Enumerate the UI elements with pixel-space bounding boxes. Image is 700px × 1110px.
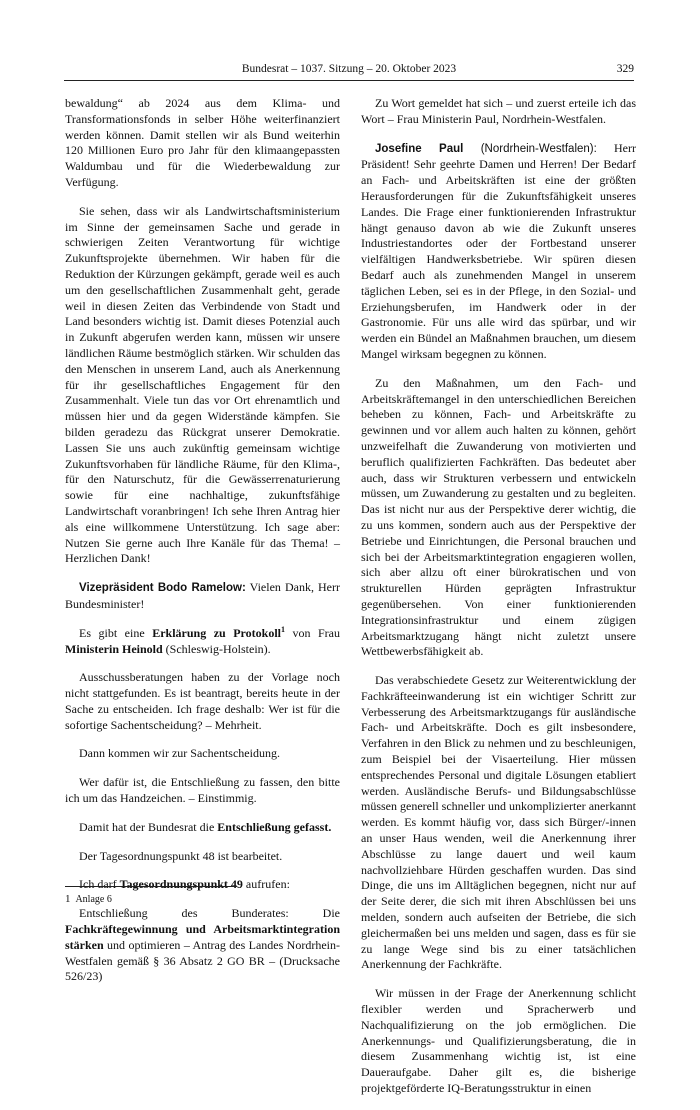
footnote-number: 1 (65, 893, 71, 905)
paragraph: Zu den Maßnahmen, um den Fach- und Arbeitskräftemangel in den unterschiedlichen Bereichen beheben zu können, Fach- und Arbeitskräfte zu gewinnen und vor allem auch halten zu können, gehört unzweifelhaft die Zuwanderung von motivierten und beruflich qualifizierten Fachkräften. Das bedeutet aber auch, dass wir Strukturen verbessern und entwickeln müssen, um Zuwanderung zu gestalten und zu begleiten. Das ist nicht nur aus der Perspektive derer wichtig, die zu uns kommen, sondern auch aus der Perspektive der Betriebe und Einrichtungen, die Personal brauchen und sich bei der Arbeitsmarktintegration engagieren wollen, sich aber allzu oft einer bürokratischen und von strukturellen Hürden geprägten Infrastruktur gegenübersehen. Von einer funktionierenden Integrationsinfrastruktur und einem zügigen Arbeitsmarktzugang hängt nicht zuletzt unsere Wettbewerbsfähigkeit ab. (361, 375, 636, 659)
right-column (361, 96, 636, 1110)
paragraph: Dann kommen wir zur Sachentscheidung. (79, 746, 280, 761)
left-column (65, 96, 340, 998)
paragraph: Wer dafür ist, die Entschließung zu fassen, den bitte ich um das Handzeichen. – Einstimmig. (65, 775, 340, 806)
text-run: Ich darf (79, 877, 120, 892)
text-run: aufrufen: (242, 877, 290, 892)
bold-term: Erklärung zu Protokoll (152, 625, 281, 640)
text-run: (Schleswig-Holstein). (162, 641, 271, 656)
paragraph: Zu Wort gemeldet hat sich – und zuerst erteile ich das Wort – Frau Ministerin Paul, Nordrhein-Westfalen. (361, 96, 636, 126)
text-run: Entschließung des Bunderates: Die (79, 906, 340, 921)
speech-text: Herr Präsident! Sehr geehrte Damen und Herren! Der Bedarf an Fach- und Arbeitskräften ist eine der größten Herausforderungen für die Zukunftsfähigkeit unseres Landes. Die Frage einer funktionierenden Infrastruktur hängt genauso davon ab wie die Zukunft unseres Industriestandortes oder der Fortbestand unserer vielfältigen Handwerksbetriebe. Wir spüren diesen Bedarf auch als zunehmenden Mangel in unserem täglichen Leben, sei es in der Pflege, in den Sozial- und Erziehungsberufen, im Handwerk oder in der Gastronomie. Für uns alle wird das spürbar, und wir werden ein Bündel an Maßnahmen brauchen, um diesem Mangel wirksam begegnen zu können. (361, 140, 636, 361)
speaker-name: Josefine Paul (375, 142, 464, 155)
bold-term: Fachkräftegewinnung und Arbeitsmarktintegration stärken (65, 922, 340, 952)
text-run: und optimieren – Antrag des Landes Nordrhein-Westfalen gemäß § 36 Absatz 2 GO BR – (Drucksache 526/23) (65, 937, 340, 984)
header-title: Bundesrat – 1037. Sitzung – 20. Oktober 2023 (241, 63, 457, 75)
speaker-name: Vizepräsident Bodo Ramelow: (79, 582, 246, 595)
paragraph: Das verabschiedete Gesetz zur Weiterentwicklung der Fachkräfteeinwanderung ist ein wichtiger Schritt zur Verbesserung des Arbeitsmarktzugangs für ausländische Fach- und Arbeitskräfte. Doch es gilt insbesondere, Verfahren in den Blick zu nehmen und zu beschleunigen, zum Beispiel bei der Visaerteilung. Hier müssen entsprechendes Personal und digitale Lösungen etabliert werden. Ausländische Berufs- und Bildungsabschlüsse müssen generell schneller und unkomplizierter anerkannt werden. Es kommt häufig vor, dass sich Bürger/-innen an unser Haus wenden, weil die Anerkennung ihrer Abschlüsse zu lange dauert und weil kaum nachvollziehbare Hürden geschaffen wurden. Das sind Dinge, die uns im Alltäglichen begegnen, nicht nur auf der Seite derer, die sich mit ihren Abschlüssen bei uns melden, sondern auch aufseiten der Betriebe, die sich gleichermaßen bei uns melden und sagen, dass es für sie zu lange Wege sind bis zu einer tatsächlichen Anerkennung der Fachkräfte. (361, 673, 636, 972)
footnote-ref: 1 (281, 624, 285, 634)
paragraph: Wir müssen in der Frage der Anerkennung schlicht flexibler werden und Spracherwerb und Nachqualifizierung on the job ermöglichen. Die Anerkennungs- und Qualifizierungsberatung, die in diesem Zusammenhang wichtig ist, ist eine Daueraufgabe. Daher gilt es, die bisherige projektgeförderte IQ-Beratungsstruktur in einen (361, 986, 636, 1096)
paragraph: bewaldung“ ab 2024 aus dem Klima- und Transformationsfonds in selber Höhe weiterfinanziert werden können. Damit stellen wir als Bund weiterhin 120 Millionen Euro pro Jahr für den klimaangepassten Waldumbau und für die Wiederbewaldung zur Verfügung. (65, 96, 340, 189)
text-run: von Frau (285, 625, 341, 640)
footnote (65, 893, 112, 905)
running-header (64, 63, 634, 81)
speech-text: Vielen Dank, Herr Bundesminister! (65, 580, 340, 611)
speaker-paragraph (361, 141, 636, 363)
paragraph (65, 626, 340, 658)
paragraph: Sie sehen, dass wir als Landwirtschaftsministerium im Sinne der gemeinsamen Sache und gerade in schwierigen Zeiten Verantwortung für wichtige Zukunftsprojekte übernehmen. Wir haben für die Reduktion der Kürzungen gekämpft, gerade weil es auch um den gesellschaftlichen Zusammenhalt geht, gerade weil in diesen Zeiten das Verbindende von Stadt und Land besonders wichtig ist. Damit dieses Potenzial auch in Zukunft abgerufen werden kann, müssen wir unsere ländlichen Räume bestmöglich stärken. Wir schulden das den Menschen in unserem Land, auch als Anerkennung für ihr gesellschaftliches Engagement für den Zusammenhalt. Viele tun das vor Ort ehrenamtlich und müssen hier und da gegen Widerstände kämpfen. Sie bilden geradezu das Rückgrat unserer Demokratie. Lassen Sie uns auch zukünftig gemeinsam wichtige Zukunftsvorhaben für ländliche Räume, für den Klima-, für den Naturschutz, für die Gewässerrenaturierung sowie für eine nachhaltige, zukunftsfähige Landwirtschaft voranbringen! Ich sehe Ihren Antrag hier als eine willkommene Unterstützung. Ich sage aber: Nutzen Sie gerne auch Ihre Kanäle für das Thema! – Herzlichen Dank! (65, 203, 340, 566)
page-number: 329 (616, 63, 634, 75)
speaker-party: (Nordrhein-Westfalen): (463, 142, 597, 155)
bold-term: Entschließung gefasst. (217, 819, 332, 834)
paragraph: Ausschussberatungen haben zu der Vorlage noch nicht stattgefunden. Es ist beantragt, bereits heute in der Sache zu entscheiden. Ich frage deshalb: Wer ist für die sofortige Sachentscheidung? – Mehrheit. (65, 670, 340, 732)
text-run: Es gibt eine (79, 625, 153, 640)
speaker-paragraph (65, 580, 340, 613)
paragraph: Der Tagesordnungspunkt 48 ist bearbeitet. (79, 848, 283, 863)
text-run: Damit hat der Bundesrat die (79, 819, 218, 834)
bold-term: Ministerin Heinold (65, 641, 163, 656)
header-divider (64, 80, 634, 81)
agenda-item-block (65, 906, 340, 985)
footnote-divider (65, 886, 237, 887)
paragraph (65, 820, 340, 836)
bold-term: Tagesordnungspunkt 49 (119, 877, 243, 892)
footnote-text: Anlage 6 (75, 894, 112, 905)
